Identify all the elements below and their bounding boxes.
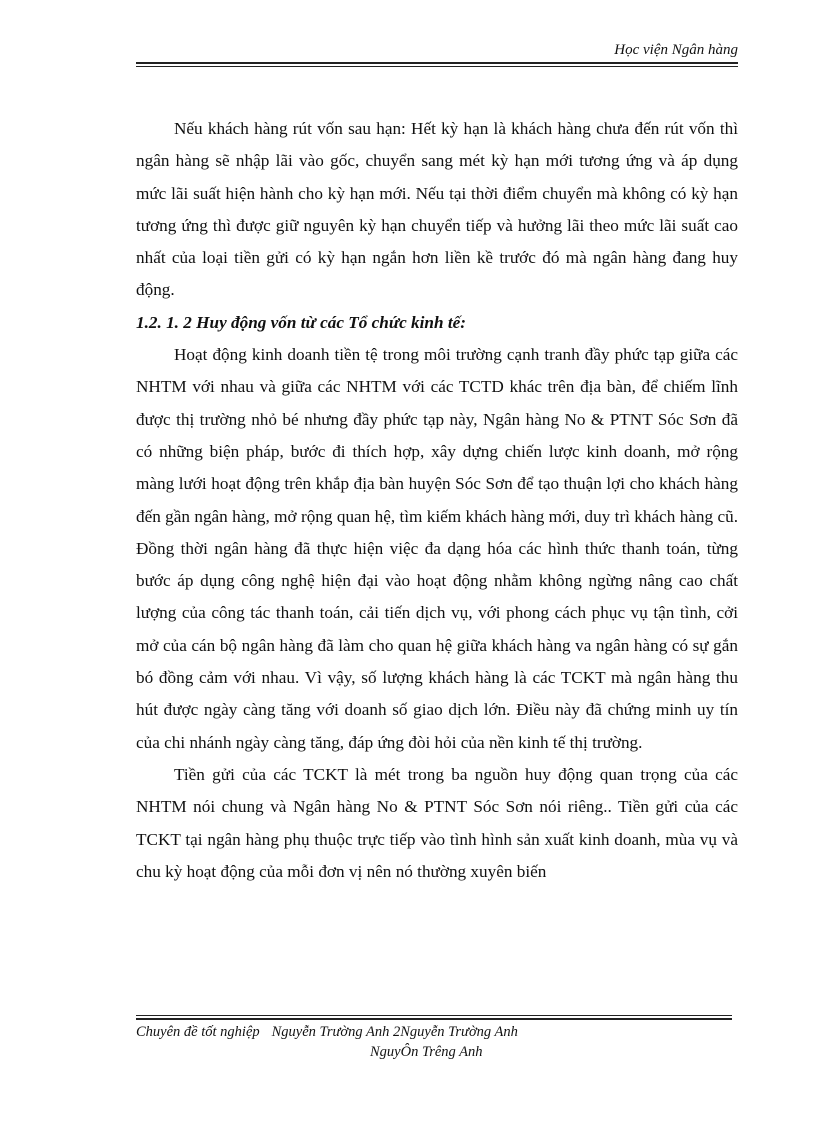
section-heading: 1.2. 1. 2 Huy động vốn từ các Tổ chức kinh tế: xyxy=(136,312,466,332)
document-body xyxy=(136,113,738,888)
header-rule xyxy=(136,62,738,67)
footer-line-1 xyxy=(136,1022,732,1042)
paragraph-tckt-deposits: Tiền gửi của các TCKT là mét trong ba nguồn huy động quan trọng của các NHTM nói chung và Ngân hàng No & PTNT Sóc Sơn nói riêng.. Tiền gửi của các TCKT tại ngân hàng phụ thuộc trực tiếp vào tình hình sản xuất kinh doanh, mùa vụ và chu kỳ hoạt động của mỗi đơn vị nên nó thường xuyên biến xyxy=(136,764,738,881)
footer-rule xyxy=(136,1015,732,1020)
footer-line-2: NguyÔn Trêng Anh xyxy=(370,1044,483,1060)
page-header xyxy=(136,40,738,67)
footer-label: Chuyên đề tốt nghiệp xyxy=(136,1024,260,1040)
paragraph-withdrawal-after-term: Nếu khách hàng rút vốn sau hạn: Hết kỳ hạn là khách hàng chưa đến rút vốn thì ngân hàng sẽ nhập lãi vào gốc, chuyển sang mét kỳ hạn mới tương ứng và áp dụng mức lãi suất hiện hành cho kỳ hạn mới. Nếu tại thời điểm chuyển mà không có kỳ hạn tương ứng thì được giữ nguyên kỳ hạn chuyển tiếp và hưởng lãi theo mức lãi suất cao nhất của loại tiền gửi có kỳ hạn ngắn hơn liền kề trước đó mà ngân hàng đang huy động. xyxy=(136,119,738,300)
header-title: Học viện Ngân hàng xyxy=(614,42,738,58)
footer-author: Nguyễn Trường Anh 2Nguyễn Trường Anh xyxy=(271,1024,518,1040)
page-footer xyxy=(136,1015,732,1062)
paragraph-economic-organizations: Hoạt động kinh doanh tiền tệ trong môi trường cạnh tranh đầy phức tạp giữa các NHTM với nhau và giữa các NHTM với các TCTD khác trên địa bàn, để chiếm lĩnh được thị trường nhỏ bé nhưng đầy phức tạp này, Ngân hàng No & PTNT Sóc Sơn đã có những biện pháp, bước đi thích hợp, xây dựng chiến lược kinh doanh, mở rộng màng lưới hoạt động trên khắp địa bàn huyện Sóc Sơn để tạo thuận lợi cho khách hàng đến gần ngân hàng, mở rộng quan hệ, tìm kiếm khách hàng mới, duy trì khách hàng cũ. Đồng thời ngân hàng đã thực hiện việc đa dạng hóa các hình thức thanh toán, từng bước áp dụng công nghệ hiện đại vào hoạt động nhằm không ngừng nâng cao chất lượng của công tác thanh toán, cải tiến dịch vụ, với phong cách phục vụ tận tình, cởi mở của cán bộ ngân hàng đã làm cho quan hệ giữa khách hàng va ngân hàng có sự gắn bó đồng cảm với nhau. Vì vậy, số lượng khách hàng là các TCKT mà ngân hàng thu hút được ngày càng tăng với doanh số giao dịch lớn. Điều này đã chứng minh uy tín của chi nhánh ngày càng tăng, đáp ứng đòi hỏi của nền kinh tế thị trường. xyxy=(136,345,738,752)
